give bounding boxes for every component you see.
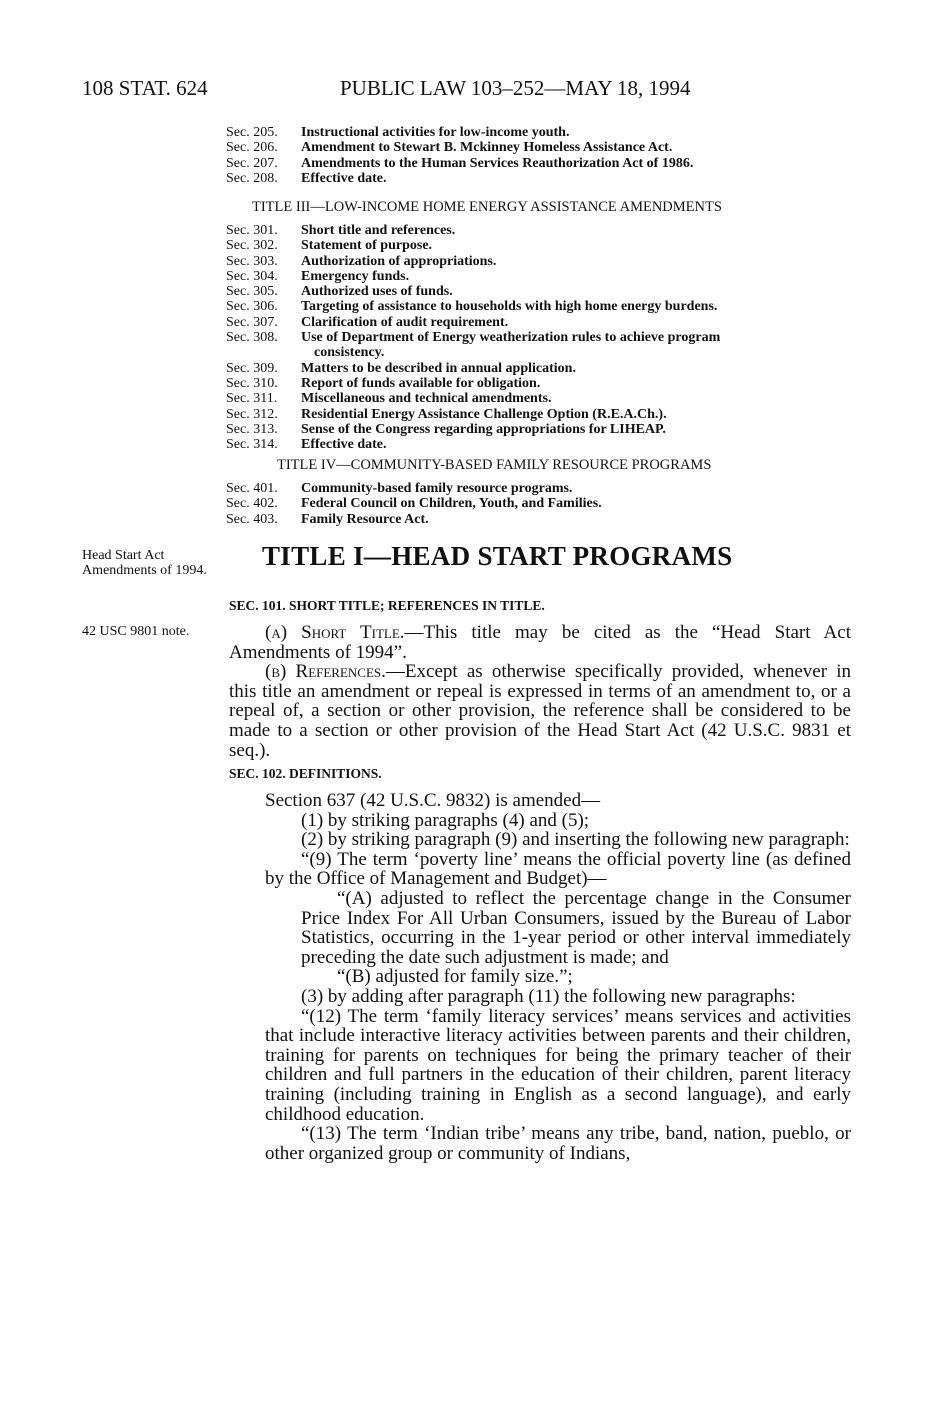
margin-note-short-title: Head Start Act Amendments of 1994. — [82, 548, 207, 578]
section-102-body — [229, 791, 851, 1163]
toc-entry: Sec. 309. Matters to be described in annual application. — [226, 360, 576, 376]
amendment-item-3: (3) by adding after paragraph (11) the following new paragraphs: — [301, 985, 796, 1007]
public-law-citation: PUBLIC LAW 103–252—MAY 18, 1994 — [340, 76, 691, 100]
toc-entry: Sec. 314. Effective date. — [226, 437, 387, 453]
toc-entry: Sec. 311. Miscellaneous and technical amendments. — [226, 391, 552, 407]
toc-entry-continuation: consistency. — [314, 345, 385, 361]
toc-entry: Sec. 205. Instructional activities for low-income youth. — [226, 125, 570, 140]
toc-entry: Sec. 305. Authorized uses of funds. — [226, 284, 453, 300]
paragraph-9-b: “(B) adjusted for family size.”; — [337, 966, 573, 988]
title-1-heading: TITLE I—HEAD START PROGRAMS — [262, 541, 733, 571]
toc-title-3-heading: TITLE III—LOW-INCOME HOME ENERGY ASSISTANCE AMENDMENTS — [252, 199, 722, 215]
toc-entry: Sec. 302. Statement of purpose. — [226, 238, 433, 254]
subsection-b: (b) References.—Except as otherwise specifically provided, whenever in this title an amendment or repeal is expressed in terms of an amendment to, or a repeal of, a section or other provision, the reference shall be considered to be made to a section or other provision of the Head Start Act (42 U.S.C. 9831 et seq.). — [229, 661, 852, 761]
paragraph-13: “(13) The term ‘Indian tribe’ means any tribe, band, nation, pueblo, or other organized group or community of Indians, — [265, 1123, 851, 1164]
toc-title-4 — [226, 481, 856, 527]
paragraph-12: “(12) The term ‘family literacy services’ means services and activities that include interactive literacy activities between parents and their children, training for parents on techniques for being the primary teacher of their children and full partners in the education of their children, parent literacy training (including training in English as a second language), and early childhood education. — [265, 1005, 851, 1125]
toc-entry: Sec. 401. Community-based family resource programs. — [226, 481, 573, 496]
toc-title-2-continued — [226, 125, 856, 186]
toc-title-4-heading: TITLE IV—COMMUNITY-BASED FAMILY RESOURCE PROGRAMS — [277, 457, 712, 473]
toc-entry: Sec. 206. Amendment to Stewart B. Mckinney Homeless Assistance Act. — [226, 140, 673, 156]
toc-entry: Sec. 310. Report of funds available for obligation. — [226, 375, 541, 391]
toc-entry: Sec. 306. Targeting of assistance to households with high home energy burdens. — [226, 299, 718, 315]
page-header — [0, 76, 946, 106]
paragraph-9-a: “(A) adjusted to reflect the percentage change in the Consumer Price Index For All Urban Consumers, issued by the Bureau of Labor Statistics, occurring in the 1-year period or other interval immediately preceding the date such adjustment is made; and — [301, 887, 851, 968]
toc-entry: Sec. 403. Family Resource Act. — [226, 511, 429, 527]
section-101-heading: SEC. 101. SHORT TITLE; REFERENCES IN TITLE. — [229, 598, 545, 613]
toc-entry: Sec. 304. Emergency funds. — [226, 268, 410, 284]
toc-entry: Sec. 208. Effective date. — [226, 170, 387, 186]
toc-entry: Sec. 312. Residential Energy Assistance Challenge Option (R.E.A.Ch.). — [226, 406, 667, 422]
section-102-intro: Section 637 (42 U.S.C. 9832) is amended— — [265, 790, 601, 811]
section-102-heading: SEC. 102. DEFINITIONS. — [229, 766, 382, 781]
margin-note-usc: 42 USC 9801 note. — [82, 624, 190, 639]
toc-entry: Sec. 303. Authorization of appropriations. — [226, 253, 497, 269]
section-101-body — [229, 623, 851, 760]
statute-page-number: 108 STAT. 624 — [82, 76, 208, 100]
amendment-item-2: (2) by striking paragraph (9) and inserting the following new paragraph: — [301, 829, 850, 851]
toc-entry: Sec. 308. Use of Department of Energy weatherization rules to achieve program — [226, 330, 721, 346]
paragraph-9: “(9) The term ‘poverty line’ means the official poverty line (as defined by the Office of Management and Budget)— — [265, 848, 851, 890]
amendment-item-1: (1) by striking paragraphs (4) and (5); — [301, 809, 590, 831]
subsection-a: (a) Short Title.—This title may be cited as the “Head Start Act Amendments of 1994”. — [229, 622, 851, 663]
toc-title-3 — [226, 223, 856, 452]
toc-entry: Sec. 301. Short title and references. — [226, 223, 456, 238]
toc-entry: Sec. 207. Amendments to the Human Services Reauthorization Act of 1986. — [226, 155, 694, 171]
toc-entry: Sec. 402. Federal Council on Children, Youth, and Families. — [226, 496, 602, 512]
toc-entry: Sec. 313. Sense of the Congress regarding appropriations for LIHEAP. — [226, 421, 666, 437]
toc-entry: Sec. 307. Clarification of audit requirement. — [226, 314, 509, 330]
